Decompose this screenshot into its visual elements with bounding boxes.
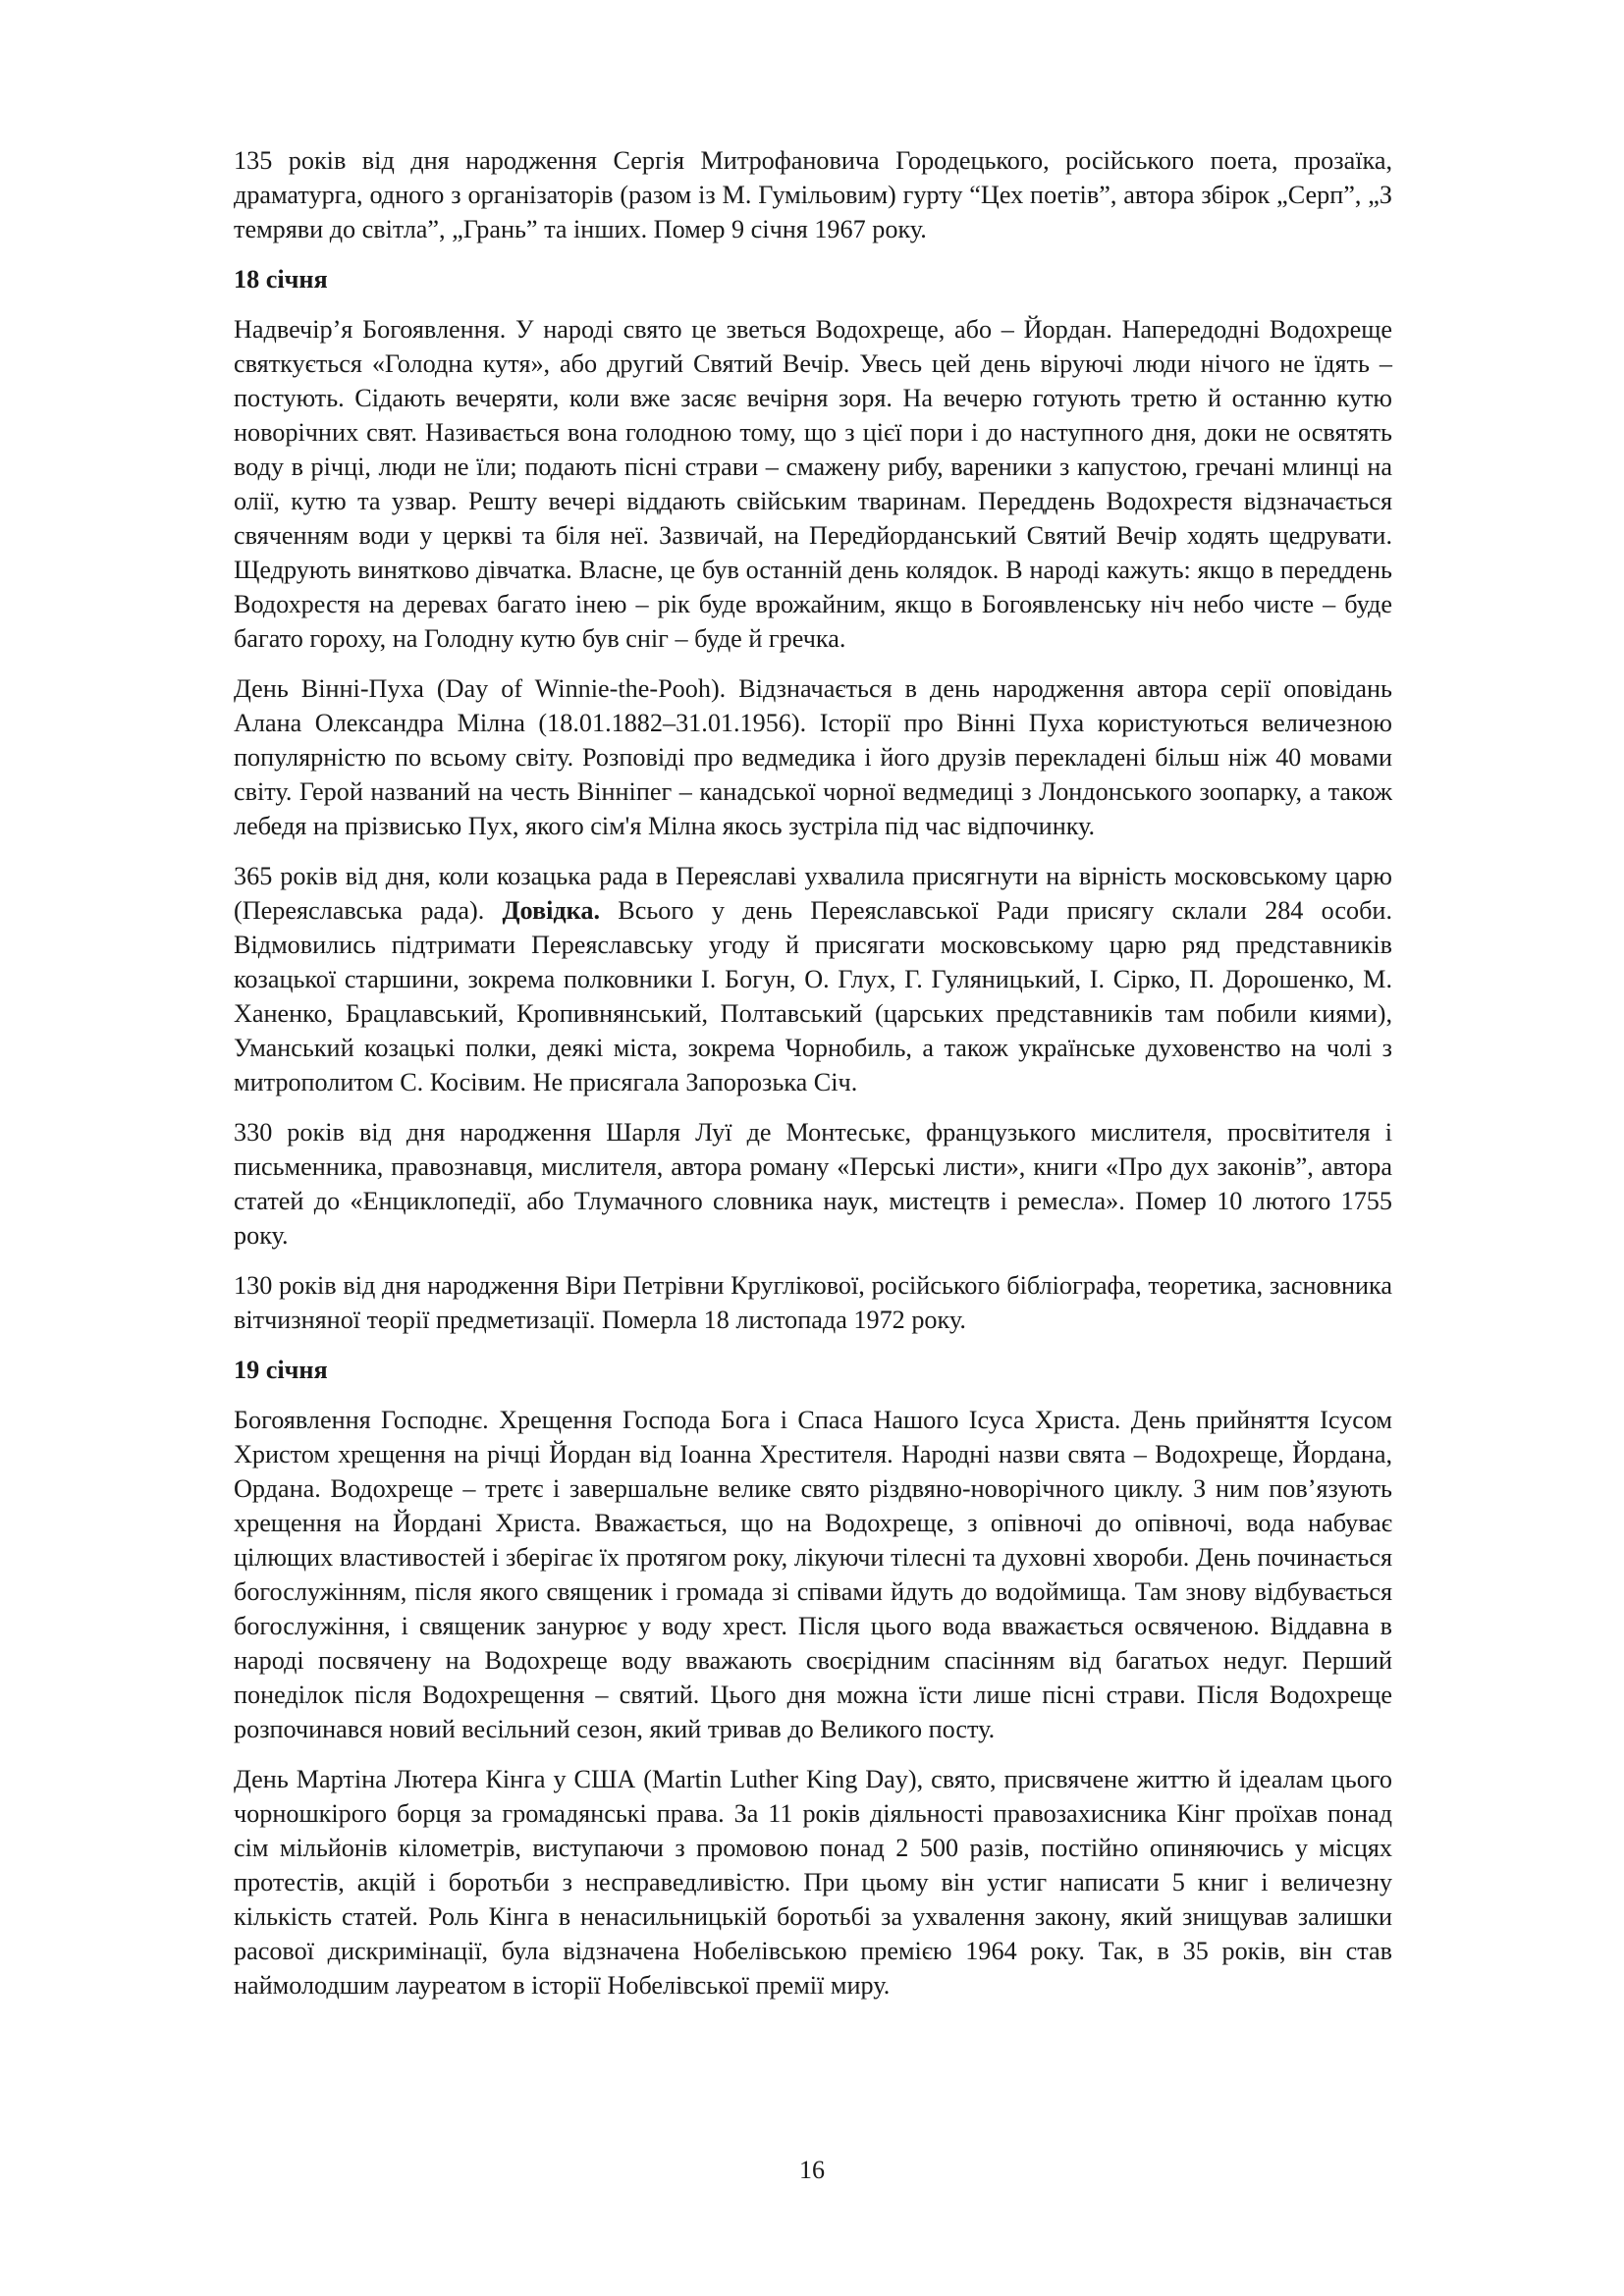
date-heading-jan-18: 18 січня [234,265,328,294]
paragraph-gorodetsky: 135 років від дня народження Сергія Митрофановича Городецького, російського поета, прозаїка, драматурга, одного з організаторів (разом із М. Гумільовим) гурту “Цех поетів”, автора збірок „Серп”, „З темряви до світла”, „Грань” та інших. Помер 9 січня 1967 року. [234,146,1392,243]
pereiaslav-note-label: Довідка. [502,896,600,925]
paragraph-martin-luther-king-day: День Мартіна Лютера Кінга у США (Martin Luther King Day), свято, присвячене життю й ідеалам цього чорношкірого борця за громадянські права. За 11 років діяльності правозахисника Кінг проїхав понад сім мільйонів кілометрів, виступаючи з промовою понад 2 500 разів, постійно опиняючись у місцях протестів, акцій і боротьби з несправедливістю. При цьому він устиг написати 5 книг і величезну кількість статей. Роль Кінга в ненасильницькій боротьбі за ухвалення закону, який знищував залишки расової дискримінації, була відзначена Нобелівською премією 1964 року. Так, в 35 років, він став наймолодшим лауреатом в історії Нобелівської премії миру. [234,1765,1392,2000]
page-number: 16 [799,2156,825,2184]
date-heading-jan-19: 19 січня [234,1356,328,1384]
paragraph-winnie-the-pooh-day: День Вінні-Пуха (Day of Winnie-the-Pooh). Відзначається в день народження автора серії оповідань Алана Олександра Мілна (18.01.1882–31.01.1956). Історії про Вінні Пуха користуються величезною популярністю по всьому світу. Розповіді про ведмедика і його друзів перекладені більш ніж 40 мовами світу. Герой названий на честь Вінніпег – канадської чорної ведмедиці з Лондонського зоопарку, а також лебедя на прізвисько Пух, якого сім'я Мілна якось зустріла під час відпочинку. [234,674,1392,840]
paragraph-kruglikova: 130 років від дня народження Віри Петрівни Круглікової, російського бібліографа, теоретика, засновника вітчизняної теорії предметизації. Померла 18 листопада 1972 року. [234,1271,1392,1334]
paragraph-montesquieu: 330 років від дня народження Шарля Луї де Монтеськє, французького мислителя, просвітителя і письменника, правознавця, мислителя, автора роману «Перські листи», книги «Про дух законів”, автора статей до «Енциклопедії, або Тлумачного словника наук, мистецтв і ремесла». Помер 10 лютого 1755 року. [234,1118,1392,1250]
paragraph-bohoyavlennia-eve: Надвечір’я Богоявлення. У народі свято це зветься Водохреще, або – Йордан. Напередодні Водохреще святкується «Голодна кутя», або другий Святий Вечір. Увесь цей день віруючі люди нічого не їдять – постують. Сідають вечеряти, коли вже засяє вечірня зоря. На вечерю готують третю й останню кутю новорічних свят. Називається вона голодною тому, що з цієї пори і до наступного дня, доки не освятять воду в річці, люди не їли; подають пісні страви – смажену рибу, вареники з капустою, гречані млинці на олії, кутю та узвар. Решту вечері віддають свійським тваринам. Переддень Водохрестя відзначається свяченням води у церкві та біля неї. Зазвичай, на Передйорданський Святий Вечір ходять щедрувати. Щедрують винятково дівчатка. Власне, це був останній день колядок. В народі кажуть: якщо в переддень Водохрестя на деревах багато інею – рік буде врожайним, якщо в Богоявленську ніч небо чисте – буде багато гороху, на Голодну кутю був сніг – буде й гречка. [234,315,1392,653]
pereiaslav-text-after: Всього у день Переяславської Ради присягу склали 284 особи. Відмовились підтримати Переяславську угоду й присягати московському царю ряд представників козацької старшини, зокрема полковники І. Богун, О. Глух, Г. Гуляницький, І. Сірко, П. Дорошенко, М. Ханенко, Брацлавський, Кропивнянський, Полтавський (царських представників там побили киями), Уманський козацькі полки, деякі міста, зокрема Чорнобиль, а також українське духовенство на чолі з митрополитом С. Косівим. Не присягала Запорозька Січ. [234,896,1392,1096]
paragraph-pereiaslav-rada [234,859,1392,1099]
paragraph-epiphany: Богоявлення Господнє. Хрещення Господа Бога і Спаса Нашого Ісуса Христа. День прийняття Ісусом Христом хрещення на річці Йордан від Іоанна Хрестителя. Народні назви свята – Водохреще, Йордана, Ордана. Водохреще – третє і завершальне велике свято різдвяно-новорічного циклу. З ним пов’язують хрещення на Йордані Христа. Вважається, що на Водохреще, з опівночі до опівночі, вода набуває цілющих властивостей і зберігає їх протягом року, лікуючи тілесні та духовні хвороби. День починається богослужінням, після якого священик і громада зі співами йдуть до водоймища. Там знову відбувається богослужіння, і священик занурює у воду хрест. Після цього вода вважається освяченою. Віддавна в народі посвячену на Водохреще воду вважають своєрідним спасінням від багатьох недуг. Перший понеділок після Водохрещення – святий. Цього дня можна їсти лише пісні страви. Після Водохреще розпочинався новий весільний сезон, який тривав до Великого посту. [234,1406,1392,1743]
pereiaslav-text-before: 365 років від дня, коли козацька рада в Переяславі ухвалила присягнути на вірність московському царю (Переяславська рада). [234,862,1392,925]
